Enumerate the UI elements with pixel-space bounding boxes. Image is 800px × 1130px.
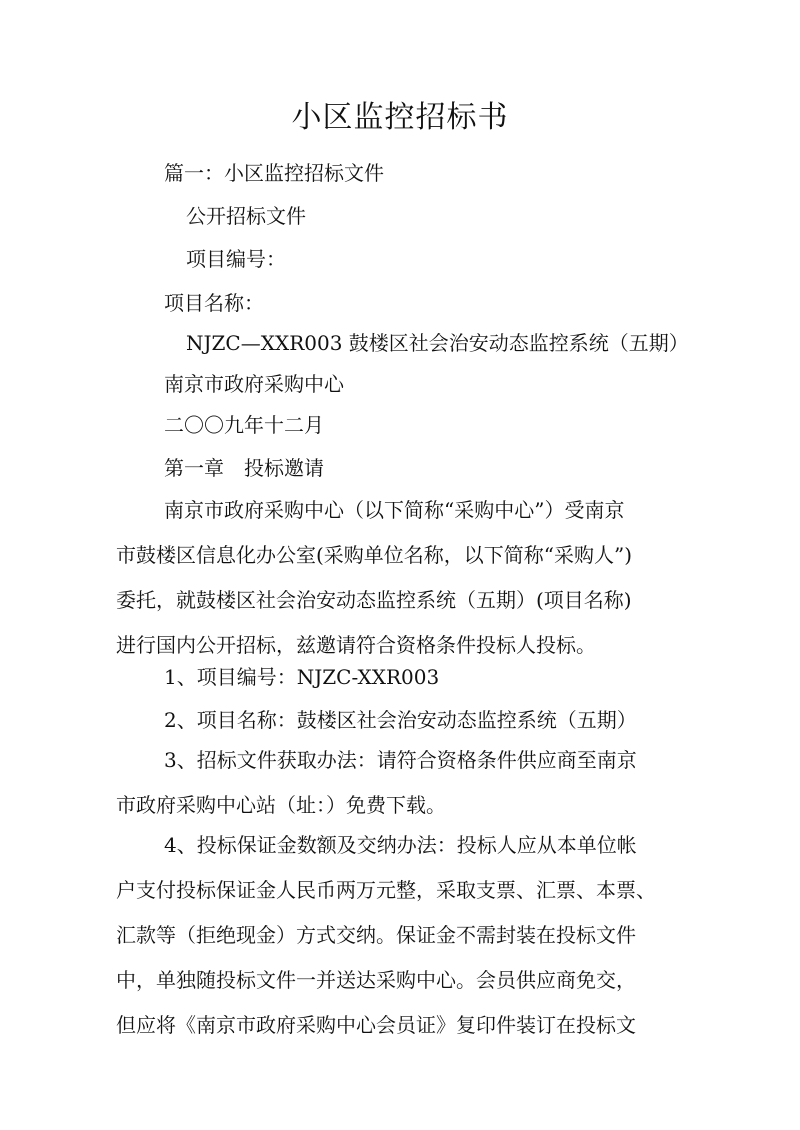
- document-date: 二〇〇九年十二月: [164, 413, 324, 437]
- item-project-number: 1、项目编号：NJZC-XXR003: [164, 665, 440, 689]
- project-number-label: 项目编号：: [186, 247, 286, 271]
- chapter-heading: 第一章 投标邀请: [164, 456, 324, 480]
- project-full-name: NJZC—XXR003 鼓楼区社会治安动态监控系统（五期）: [186, 331, 689, 355]
- item-3-line-2: 市政府采购中心站（址：）免费下载。: [116, 793, 446, 817]
- intro-line-1: 南京市政府采购中心（以下简称“采购中心”）受南京: [164, 498, 625, 522]
- item-4-line-3: 汇款等（拒绝现金）方式交纳。保证金不需封装在投标文件: [116, 923, 636, 947]
- intro-line-4: 进行国内公开招标，兹邀请符合资格条件投标人投标。: [116, 633, 596, 657]
- project-name-label: 项目名称：: [164, 291, 264, 315]
- agency-name: 南京市政府采购中心: [164, 372, 344, 396]
- item-4-line-2: 户支付投标保证金人民币两万元整，采取支票、汇票、本票、: [116, 878, 656, 902]
- section-heading: 篇一：小区监控招标文件: [164, 161, 384, 185]
- item-project-name: 2、项目名称：鼓楼区社会治安动态监控系统（五期）: [164, 708, 637, 732]
- item-4-line-5: 但应将《南京市政府采购中心会员证》复印件装订在投标文: [116, 1013, 636, 1037]
- item-4-line-4: 中，单独随投标文件一并送达采购中心。会员供应商免交，: [116, 968, 636, 992]
- intro-line-3: 委托，就鼓楼区社会治安动态监控系统（五期）(项目名称): [116, 588, 632, 612]
- item-4-line-1: 4、投标保证金数额及交纳办法：投标人应从本单位帐: [164, 833, 637, 857]
- item-document-acquisition: [116, 738, 684, 828]
- intro-line-2: 市鼓楼区信息化办公室(采购单位名称，以下简称“采购人”): [116, 543, 633, 567]
- public-tender-line: 公开招标文件: [186, 204, 306, 228]
- item-deposit: [116, 823, 684, 1048]
- intro-paragraph: [116, 488, 684, 668]
- document-title: 小区监控招标书: [291, 100, 509, 135]
- item-3-line-1: 3、招标文件获取办法：请符合资格条件供应商至南京: [164, 748, 637, 772]
